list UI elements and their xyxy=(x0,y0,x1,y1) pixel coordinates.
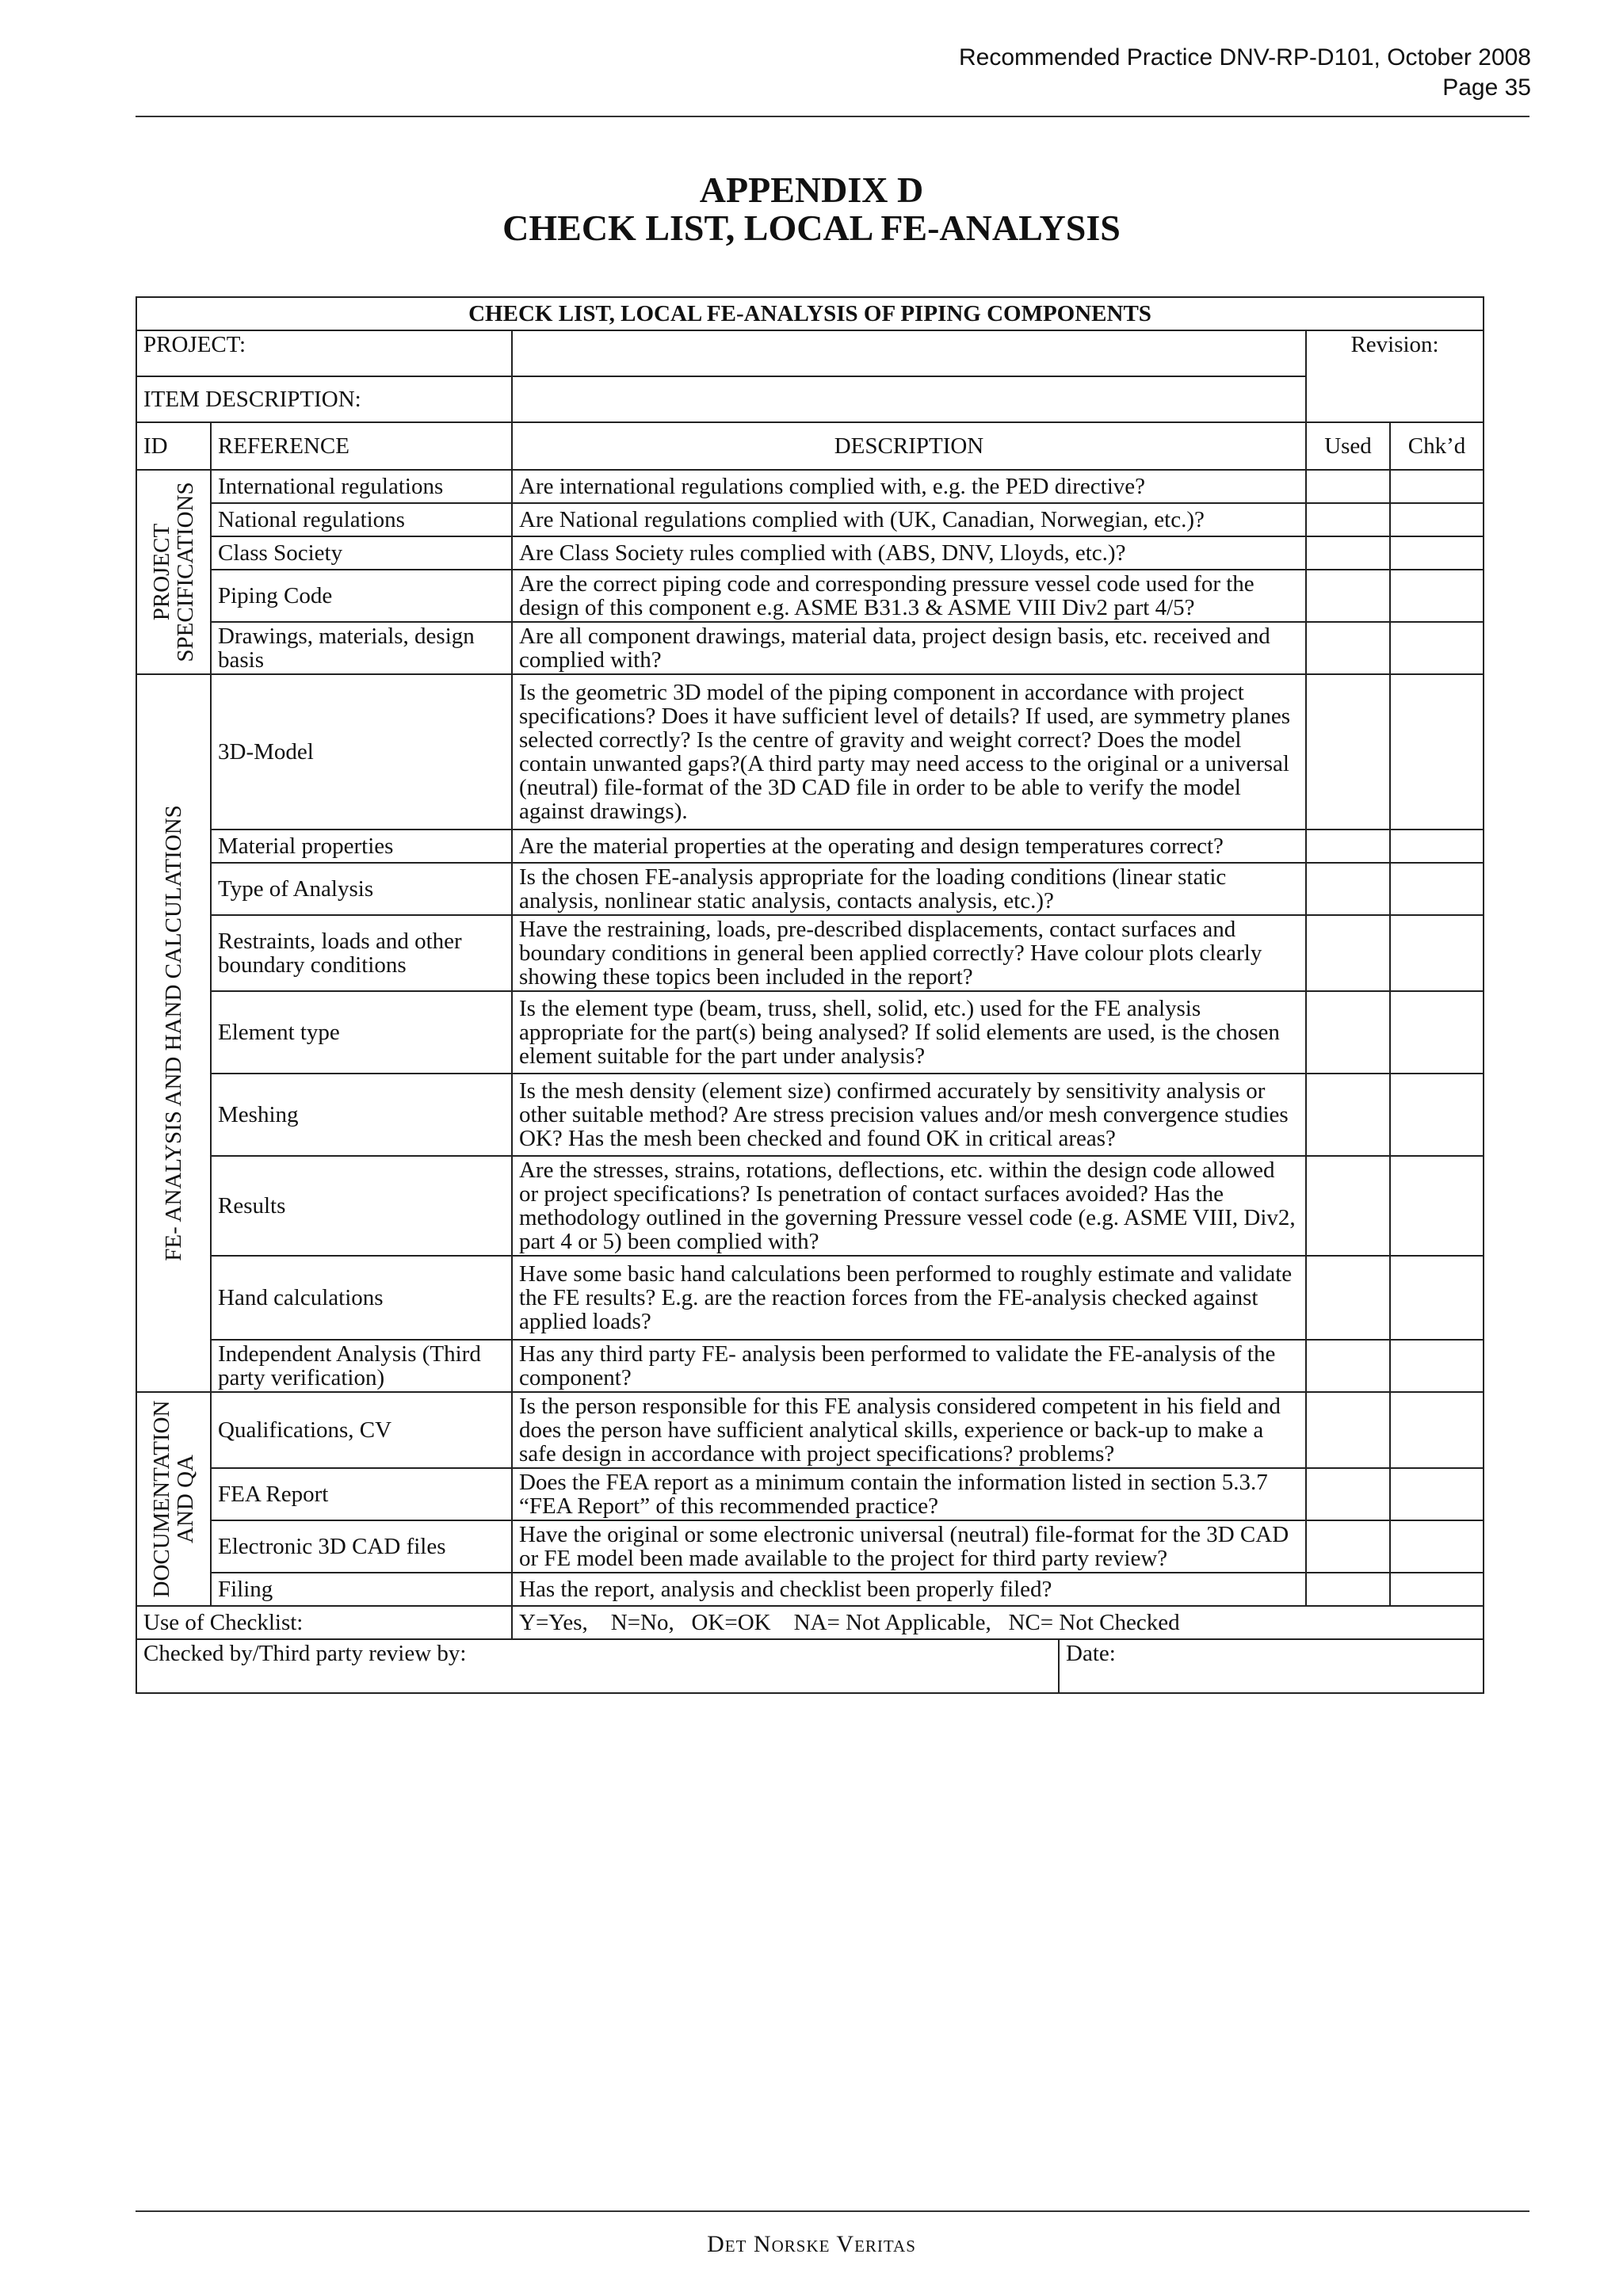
appendix-title: APPENDIX D xyxy=(699,170,924,210)
row-description: Is the mesh density (element size) confirmed accurately by sensitivity analysis or other suitable method? Are stress precision values and/or mesh convergence studies OK? Has the mesh been checked and found OK in critical areas? xyxy=(512,1074,1306,1156)
group-project-specifications xyxy=(136,470,211,674)
row-description: Have the original or some electronic universal (neutral) file-format for the 3D CAD or FE model been made available to the project for third party review? xyxy=(512,1520,1306,1573)
date-label: Date: xyxy=(1059,1639,1484,1693)
row-description: Is the geometric 3D model of the piping component in accordance with project specifications? Does it have sufficient level of details? If used, are symmetry planes selected correctly? Is the centre of gravity and weight correct? Does the model contain unwanted gaps?(A third party may need access to the original or a universal (neutral) file-format of the 3D CAD file in order to be able to verify the model against drawings). xyxy=(512,674,1306,830)
used-cell[interactable] xyxy=(1306,915,1390,991)
row-description: Is the chosen FE-analysis appropriate for the loading conditions (linear static analysis, nonlinear static analysis, contacts analysis, etc.)? xyxy=(512,863,1306,915)
chkd-cell[interactable] xyxy=(1390,674,1484,830)
row-description: Are all component drawings, material data, project design basis, etc. received and complied with? xyxy=(512,622,1306,674)
project-label: PROJECT: xyxy=(136,330,512,376)
header-rule xyxy=(136,116,1529,117)
checklist-row xyxy=(136,570,1484,622)
checklist-row xyxy=(136,1340,1484,1392)
row-reference: Restraints, loads and other boundary conditions xyxy=(211,915,512,991)
used-cell[interactable] xyxy=(1306,536,1390,570)
revision-label: Revision: xyxy=(1306,330,1484,422)
used-cell[interactable] xyxy=(1306,622,1390,674)
used-cell[interactable] xyxy=(1306,1520,1390,1573)
chkd-cell[interactable] xyxy=(1390,1468,1484,1520)
chkd-cell[interactable] xyxy=(1390,622,1484,674)
row-description: Are the stresses, strains, rotations, deflections, etc. within the design code allowed or project specifications? Is penetration of contact surfaces avoided? Has the methodology outlined in the governing Pressure vessel code (e.g. ASME VIII, Div2, part 4 or 5) been complied with? xyxy=(512,1156,1306,1256)
row-reference: Filing xyxy=(211,1573,512,1606)
page-number: Page 35 xyxy=(1442,74,1531,101)
used-cell[interactable] xyxy=(1306,991,1390,1074)
checklist-row xyxy=(136,863,1484,915)
group-label xyxy=(150,1401,197,1598)
item-description-value[interactable] xyxy=(512,376,1306,422)
used-cell[interactable] xyxy=(1306,1256,1390,1340)
chkd-cell[interactable] xyxy=(1390,830,1484,863)
row-reference: Qualifications, CV xyxy=(211,1392,512,1468)
checklist-row xyxy=(136,1573,1484,1606)
checklist-row xyxy=(136,1256,1484,1340)
used-cell[interactable] xyxy=(1306,1468,1390,1520)
group-label-line: DOCUMENTATION xyxy=(149,1400,174,1598)
used-cell[interactable] xyxy=(1306,1392,1390,1468)
row-description: Have some basic hand calculations been performed to roughly estimate and validate the FE results? E.g. are the reaction forces from the FE-analysis checked against applied loads? xyxy=(512,1256,1306,1340)
chkd-cell[interactable] xyxy=(1390,503,1484,536)
checklist-row xyxy=(136,830,1484,863)
used-cell[interactable] xyxy=(1306,863,1390,915)
row-reference: Piping Code xyxy=(211,570,512,622)
checklist-row xyxy=(136,991,1484,1074)
footer-rule xyxy=(136,2210,1529,2212)
document-reference: Recommended Practice DNV-RP-D101, October 2008 xyxy=(959,44,1531,71)
checklist-row xyxy=(136,470,1484,503)
used-cell[interactable] xyxy=(1306,503,1390,536)
row-reference: Drawings, materials, design basis xyxy=(211,622,512,674)
group-label-line: AND QA xyxy=(173,1455,198,1543)
item-description-label: ITEM DESCRIPTION: xyxy=(136,376,512,422)
chkd-cell[interactable] xyxy=(1390,915,1484,991)
row-description: Has the report, analysis and checklist been properly filed? xyxy=(512,1573,1306,1606)
checklist-rows xyxy=(136,470,1484,1606)
chkd-cell[interactable] xyxy=(1390,570,1484,622)
row-description: Are National regulations complied with (UK, Canadian, Norwegian, etc.)? xyxy=(512,503,1306,536)
chkd-cell[interactable] xyxy=(1390,1156,1484,1256)
row-description: Have the restraining, loads, pre-described displacements, contact surfaces and boundary conditions in general been applied correctly? Have colour plots clearly showing these topics been included in the report? xyxy=(512,915,1306,991)
checklist-row xyxy=(136,1156,1484,1256)
row-reference: 3D-Model xyxy=(211,674,512,830)
row-description: Are Class Society rules complied with (ABS, DNV, Lloyds, etc.)? xyxy=(512,536,1306,570)
row-description: Is the person responsible for this FE analysis considered competent in his field and does the person have sufficient analytical skills, experience or back-up to make a safe design in accordance with project specifications? problems? xyxy=(512,1392,1306,1468)
col-reference-header: REFERENCE xyxy=(211,422,512,470)
row-reference: Hand calculations xyxy=(211,1256,512,1340)
col-id-header: ID xyxy=(136,422,211,470)
group-label-line: SPECIFICATIONS xyxy=(173,482,198,662)
row-description: Are the correct piping code and corresponding pressure vessel code used for the design of this component e.g. ASME B31.3 & ASME VIII Div2 part 4/5? xyxy=(512,570,1306,622)
used-cell[interactable] xyxy=(1306,674,1390,830)
row-reference: Type of Analysis xyxy=(211,863,512,915)
checklist-caption: CHECK LIST, LOCAL FE-ANALYSIS OF PIPING COMPONENTS xyxy=(136,297,1484,330)
checklist-row xyxy=(136,1392,1484,1468)
project-value[interactable] xyxy=(512,330,1306,376)
chkd-cell[interactable] xyxy=(1390,991,1484,1074)
column-header-row xyxy=(136,422,1484,470)
row-reference: Results xyxy=(211,1156,512,1256)
chkd-cell[interactable] xyxy=(1390,1573,1484,1606)
page-header xyxy=(959,43,1531,103)
group-documentation-qa xyxy=(136,1392,211,1606)
chkd-cell[interactable] xyxy=(1390,863,1484,915)
row-reference: Material properties xyxy=(211,830,512,863)
group-label xyxy=(150,482,197,662)
page-title xyxy=(0,171,1623,247)
row-description: Is the element type (beam, truss, shell, solid, etc.) used for the FE analysis appropriate for the part(s) being analysed? If solid elements are used, is the chosen element suitable for the part under analysis? xyxy=(512,991,1306,1074)
group-label-line: FE- ANALYSIS AND HAND CALCULATIONS xyxy=(161,805,186,1261)
col-chkd-header: Chk’d xyxy=(1390,422,1484,470)
checklist-row xyxy=(136,674,1484,830)
group-label-line: PROJECT xyxy=(149,523,174,621)
checklist-row xyxy=(136,1520,1484,1573)
checklist-table xyxy=(136,296,1484,1640)
used-cell[interactable] xyxy=(1306,470,1390,503)
used-cell[interactable] xyxy=(1306,1074,1390,1156)
row-reference: Meshing xyxy=(211,1074,512,1156)
row-reference: Class Society xyxy=(211,536,512,570)
checklist-row xyxy=(136,1074,1484,1156)
row-description: Are the material properties at the operating and design temperatures correct? xyxy=(512,830,1306,863)
chkd-cell[interactable] xyxy=(1390,1256,1484,1340)
signoff-table xyxy=(136,1638,1484,1694)
row-reference: International regulations xyxy=(211,470,512,503)
chkd-cell[interactable] xyxy=(1390,1392,1484,1468)
appendix-subtitle: CHECK LIST, LOCAL FE-ANALYSIS xyxy=(502,208,1121,248)
used-cell[interactable] xyxy=(1306,1573,1390,1606)
chkd-cell[interactable] xyxy=(1390,470,1484,503)
checked-by-label: Checked by/Third party review by: xyxy=(136,1639,1059,1693)
checklist-row xyxy=(136,1468,1484,1520)
checklist-row xyxy=(136,536,1484,570)
group-fe-analysis xyxy=(136,674,211,1392)
row-description: Has any third party FE- analysis been performed to validate the FE-analysis of the component? xyxy=(512,1340,1306,1392)
chkd-cell[interactable] xyxy=(1390,1074,1484,1156)
row-reference: FEA Report xyxy=(211,1468,512,1520)
col-description-header: DESCRIPTION xyxy=(512,422,1306,470)
checklist-row xyxy=(136,503,1484,536)
row-description: Are international regulations complied with, e.g. the PED directive? xyxy=(512,470,1306,503)
chkd-cell[interactable] xyxy=(1390,1520,1484,1573)
row-reference: Electronic 3D CAD files xyxy=(211,1520,512,1573)
used-cell[interactable] xyxy=(1306,1340,1390,1392)
col-used-header: Used xyxy=(1306,422,1390,470)
used-cell[interactable] xyxy=(1306,830,1390,863)
row-description: Does the FEA report as a minimum contain the information listed in section 5.3.7 “FEA Report” of this recommended practice? xyxy=(512,1468,1306,1520)
group-label xyxy=(162,805,185,1261)
use-of-checklist-label: Use of Checklist: xyxy=(136,1606,512,1639)
checklist-row xyxy=(136,915,1484,991)
checklist-row xyxy=(136,622,1484,674)
row-reference: Element type xyxy=(211,991,512,1074)
chkd-cell[interactable] xyxy=(1390,536,1484,570)
page-footer: Det Norske Veritas xyxy=(707,2231,916,2257)
row-reference: Independent Analysis (Third party verification) xyxy=(211,1340,512,1392)
used-cell[interactable] xyxy=(1306,1156,1390,1256)
used-cell[interactable] xyxy=(1306,570,1390,622)
row-reference: National regulations xyxy=(211,503,512,536)
use-of-checklist-legend: Y=Yes, N=No, OK=OK NA= Not Applicable, NC= Not Checked xyxy=(512,1606,1484,1639)
chkd-cell[interactable] xyxy=(1390,1340,1484,1392)
